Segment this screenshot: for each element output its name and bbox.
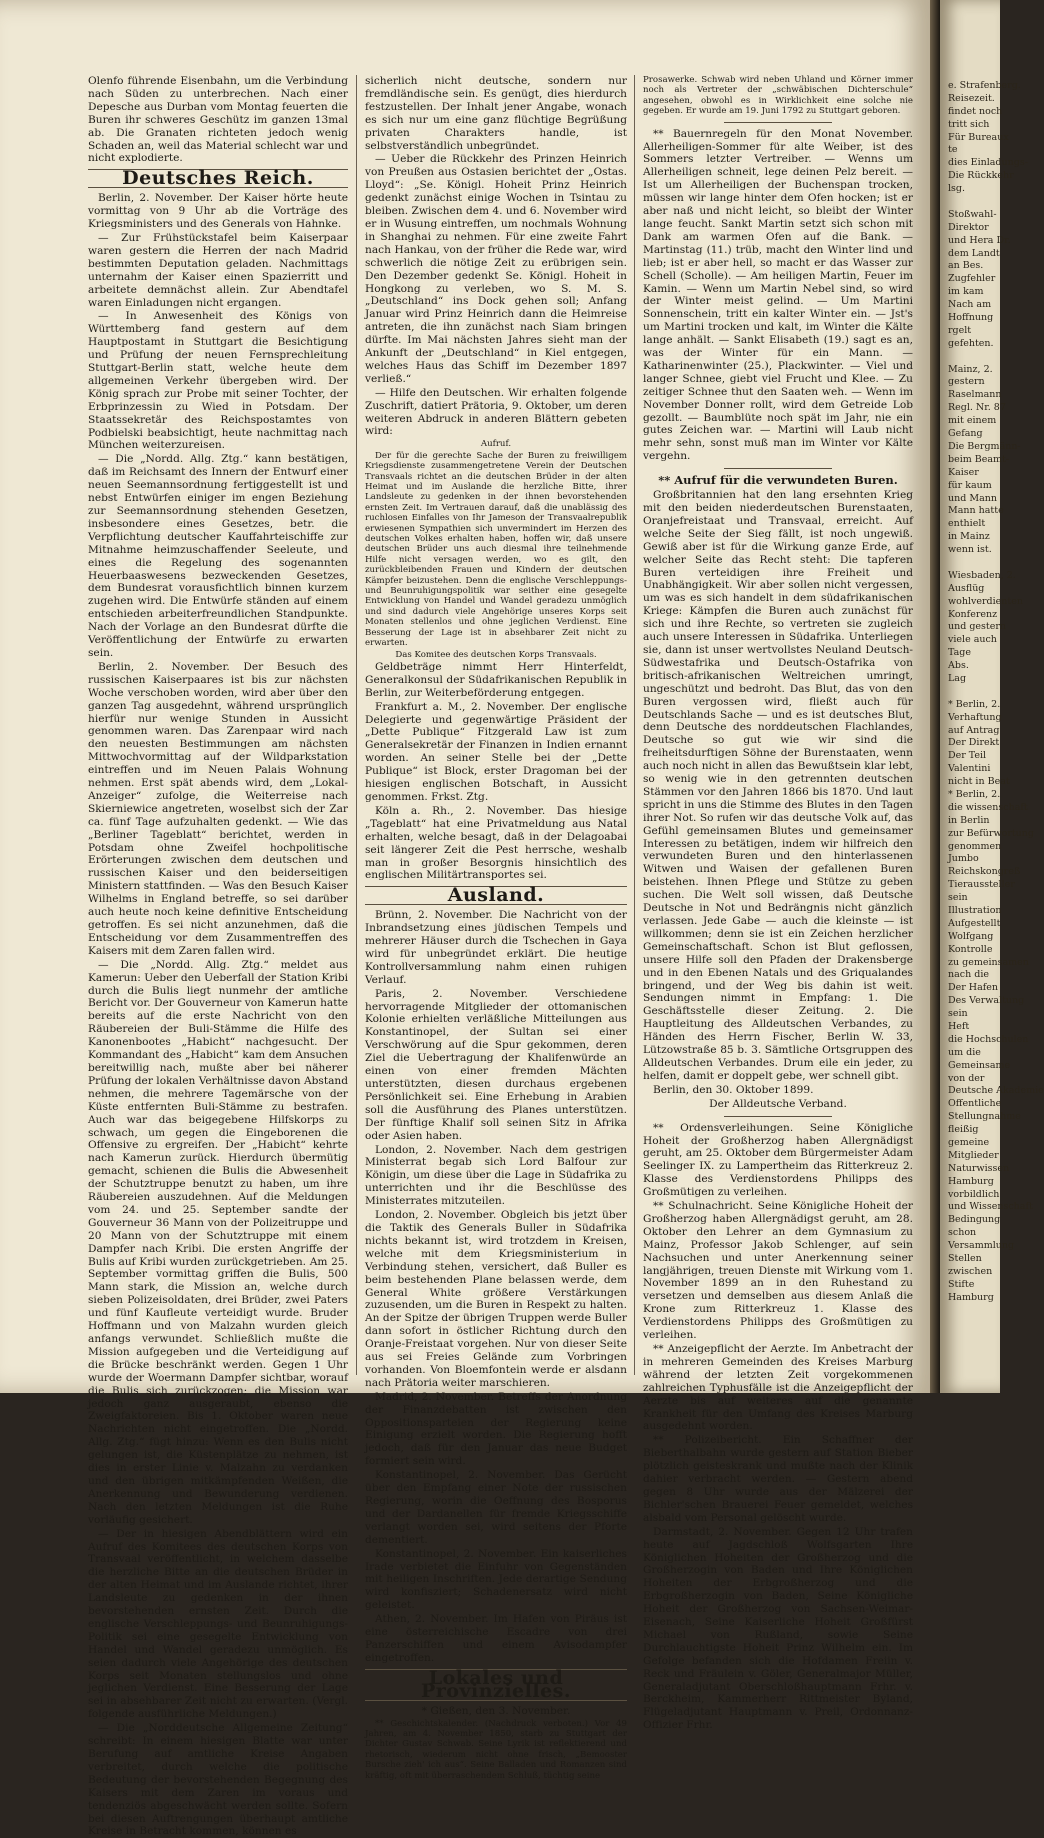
- adjacent-page-line: Tage: [948, 647, 971, 659]
- adjacent-page-line: im kam: [948, 286, 984, 298]
- article-paragraph: ** Ordensverleihungen. Seine Königliche Hoheit der Großherzog haben Allergnädigst geruht, am 25. Oktober dem Bürgermeister Adam Seelinger IX. zu Lampertheim das Ritterkreuz 2. Klasse des Verdienstordens Philipps des Großmütigen zu verleihen.: [643, 1121, 913, 1199]
- adjacent-page-line: vorbildlich: [948, 1188, 1000, 1200]
- adjacent-page-line: für kaum: [948, 479, 992, 491]
- adjacent-page-line: dies Einladungs-: [948, 157, 1028, 169]
- adjacent-page-line: Regl. Nr. 87: [948, 402, 1006, 414]
- adjacent-page-line: beim Beamt-: [948, 453, 1010, 465]
- article-paragraph: Brünn, 2. November. Die Nachricht von der Inbrandsetzung eines jüdischen Tempels und mehrerer Häuser durch die Tschechen in Gaya wird für unbegründet erklärt. Die heutige Kontrollversammlung nahm einen ruhigen Verlauf.: [365, 909, 627, 986]
- adjacent-page-line: Wiesbaden, 2.: [948, 569, 1016, 581]
- adjacent-page-line: Abs.: [948, 660, 969, 672]
- adjacent-page-line: Kaiser: [948, 466, 979, 478]
- adjacent-page-line: viele auch: [948, 634, 997, 646]
- adjacent-page-line: Zugfehler: [948, 273, 996, 285]
- adjacent-page-line: in Berlin: [948, 814, 990, 826]
- adjacent-page-line: Deutsche Akademie: [948, 1085, 1044, 1097]
- adjacent-page-line: Gemeinsame: [948, 1059, 1011, 1071]
- adjacent-page-line: Valentini: [948, 763, 991, 775]
- article-paragraph: — Die „Nordd. Allg. Ztg.“ meldet aus Kamerun: Ueber den Ueberfall der Station Kribi durch die Bulis liegt nunmehr der amtliche Bericht vor. Der Gouverneur von Kamerun hatte bereits auf die erste Nachricht von den Räubereien der Buli-Stämme die Hilfe des Kanonenbootes „Habicht“ nachgesucht. Der Kommandant des „Habicht“ kam dem Ansuchen bereitwillig nach, mußte aber bei näherer Prüfung der lokalen Verhältnisse davon Abstand nehmen, die mehrere Tagemärsche von der Küste entfernten Buli-Stämme zu bestrafen. Auch war das beigegebene Hilfskorps zu schwach, um gegen die Eingeborenen die Offensive zu ergreifen. Der „Habicht“ kehrte nach Kamerun zurück. Hierdurch übermütig gemacht, schienen die Bulis die Abwesenheit der Schutztruppe benutzt zu haben, um ihre Räubereien auszudehnen. Auf die Meldungen vom 24. und 25. September sandte der Gouverneur 36 Mann von der Polizeitruppe und 20 Mann von der Schutztruppe mit einem Dampfer nach Kribi. Die ersten Angriffe der Bulis auf Kribi wurden zurückgetrieben. Am 25. September vormittag griffen die Bulis, 500 Mann stark, die Mission an, welche durch sieben Polizeisoldaten, drei Brüder, zwei Paters und fünf Kaufleute verteidigt wurde. Bruder Hoffmann und von Malzahn wurden gleich anfangs verwundet. Schließlich mußte die Mission aufgegeben und die Verteidigung auf die Brücke beschränkt werden. Gegen 1 Uhr wurde der Woermann Dampfer sichtbar, worauf die Bulis sich zurückzogen; die Mission war jedoch ganz ausgeraubt, ebenso die Zweigfaktoreien. Bis 1. Oktober waren neue Nachrichten nicht eingetroffen. Die „Nordd. Allg. Ztg.“ fügt hinzu: Wenn es den Bulis nicht gelungen ist, die Küstenplätze zu nehmen, ist dies in erster Linie v. Malzahn zu verdanken und den übrigen mitkämpfenden Weißen, die Anerkennung und Bewunderung verdienen. Nach den letzten Meldungen ist die Ruhe vorläufig gesichert.: [88, 958, 348, 1526]
- adjacent-page-line: findet noch: [948, 105, 1003, 117]
- article-paragraph: Berlin, 2. November. Der Besuch des russischen Kaiserpaares ist bis zur nächsten Woche verschoben worden, wird aber über den ganzen Tag ausgedehnt, während ursprünglich hierfür nur wenige Stunden in Aussicht genommen waren. Das Zarenpaar wird nach den neuesten Bestimmungen am nächsten Mittwochvormittag auf der Wildparkstation eintreffen und im Neuen Palais Wohnung nehmen. Erst spät abends wird, dem „Lokal-Anzeiger“ zufolge, die Weiterreise nach Skierniewice angetreten, woselbst sich der Zar ca. fünf Tage aufzuhalten gedenkt. — Wie das „Berliner Tageblatt“ berichtet, werden in Potsdam ohne Zweifel hochpolitische Erörterungen zwischen dem deutschen und russischen Kaiser und den beiderseitigen Ministern stattfinden. — Was den Besuch Kaiser Wilhelms in England betreffe, so sei darüber auch heute noch keine definitive Entscheidung getroffen. Es sei nicht anzunehmen, daß die Entscheidung vor dem Zusammentreffen des Kaisers mit dem Zaren fallen wird.: [88, 660, 348, 957]
- adjacent-page-line: Nach am: [948, 299, 992, 311]
- adjacent-page-line: in Mainz: [948, 531, 990, 543]
- adjacent-page-line: Reisezeit.: [948, 92, 995, 104]
- article-paragraph: — Zur Frühstückstafel beim Kaiserpaar waren gestern die Herren der nach Madrid bestimmten Deputation geladen. Nachmittags unternahm der Kaiser einen Spazierritt und arbeitete demnächst allein. Zur Abendtafel waren Einladungen nicht ergangen.: [88, 231, 348, 309]
- adjacent-page-line: Hamburg: [948, 1291, 994, 1303]
- adjacent-page-line: Jumbo: [948, 853, 979, 865]
- adjacent-page-line: Stoßwahl-: [948, 208, 997, 220]
- adjacent-page-line: Gefang: [948, 428, 983, 440]
- adjacent-page-line: [948, 557, 1000, 570]
- adjacent-page-line: wenn ist.: [948, 544, 992, 556]
- adjacent-page-line: Kontrolle: [948, 943, 993, 955]
- adjacent-page-line: Stellen: [948, 1253, 982, 1265]
- column-rule: [634, 75, 635, 1375]
- adjacent-page-line: nicht in Beat: [948, 776, 1010, 788]
- adjacent-page-line: rgelt: [948, 324, 972, 336]
- article-paragraph: Darmstadt, 2. November. Gegen 12 Uhr trafen heute auf Jagdschloß Wolfsgarten Ihre Königlichen Hoheiten der Großherzog und die Großherzogin von Baden und Ihre Königlichen Hoheiten der Erbgroßherzog und die Erbgroßherzogin von Baden, Seine Königliche Hoheit der Großherzog von Sachsen-Weimar-Eisenach, Seine Kaiserliche Hoheit Großfürst Michael von Rußland, sowie Seine Durchlauchtigste Hoheit Prinz Wilhelm ein. Im Gefolge befanden sich die Hofdamen Freiin v. Reck und Fräulein v. Göler, Generalmajor Müller, Generaladjutant Oberschloßhauptmann Frhr. v. Berckheim, Kammerherr Rittmeister Byland, Flügeladjutant Hauptmann v. Preil, Ordonnanz-Offizier Frhr.: [643, 1525, 913, 1732]
- adjacent-page-line: * Berlin, 2.: [948, 698, 1001, 710]
- aufruf-signature: Das Komitee des deutschen Korps Transvaals.: [395, 649, 597, 660]
- column-1: [88, 75, 348, 1838]
- adjacent-page-line: um die: [948, 1046, 981, 1058]
- adjacent-page-line: te: [948, 144, 958, 156]
- adjacent-page-line: Mitglieder: [948, 1149, 999, 1161]
- adjacent-page-line: Illustration: [948, 905, 1002, 916]
- divider: [724, 122, 832, 123]
- adjacent-page-line: schon: [948, 1227, 977, 1239]
- adjacent-page-edge: [940, 0, 1044, 1393]
- aufruf-text: Großbritannien hat den lang ersehnten Krieg mit den beiden niederdeutschen Burenstaaten, Oranjefreistaat und Transvaal, erreicht. Auf welche Seite der Sieg fällt, ist noch ungewiß. Gewiß aber ist für die Wirkung ganze Erde, auf welcher Seite das Recht steht: Die tapferen Buren verteidigen ihre Freiheit und Unabhängigkeit. Wir aber sollen nicht vergessen, um was es sich handelt in dem südafrikanischen Kriege: Kämpfen die Buren auch zunächst für sich und ihre Rechte, so vertreten sie zugleich auch unsere Interessen in Südafrika. Unterliegen sie, dann ist unser wertvollstes Neuland Deutsch-Südwestafrika und Deutsch-Ostafrika von britisch-afrikanischen Weltreichen umringt, ungeschützt und bedroht. Das Blut, das von den Buren vergossen wird, fließt auch für Deutschlands Sache — und es ist deutsches Blut, denn Deutsche des norddeutschen Flachlandes, Deutsche so gut wie wir sind die freiheitsdurftigen Söhne der Burenstaaten, wenn auch noch nicht in allen das Bewußtsein klar lebt, so wenig wie in den getrennten deutschen Stämmen vor den Jahren 1866 bis 1870. Und laut spricht in uns die Stimme des Blutes in den Tagen ihrer Not. So rufen wir das deutsche Volk auf, das Gefühl gemeinsamen Blutes und gemeinsamer Interessen zu betätigen, indem wir hilfreich den verwundeten Buren und den hinterlassenen Witwen und Waisen der gefallenen Buren beistehen. Ihnen Pflege und Stütze zu geben suchen. Die Welt soll wissen, daß Deutsche Deutsche in Not und Bedrängnis nicht gänzlich verlassen. Jede Gabe — auch die kleinste — ist willkommen; denn sie ist ein Zeichen herzlicher Gemeinschaftschaft. Schon ist Blut geflossen, unsere Hilfe soll den Pfaden der Drakensberge und in den Ebenen Natals und des Griqualandes bringend, und der Weg bis dahin ist weit. Sendungen nimmt in Empfang: 1. Die Geschäftsstelle dieser Zeitung. 2. Die Hauptleitung des Alldeutschen Verbandes, zu Händen des Herrn Fischer, Berlin W. 33, Lützowstraße 85 b. 3. Sämtliche Ortsgruppen des Alldeutschen Verbandes. Drum eile ein jeder, zu helfen, damit er doppelt gebe, wer schnell gibt.: [643, 489, 913, 1082]
- article-paragraph: ** Schulnachricht. Seine Königliche Hoheit der Großherzog haben Allergnädigst geruht, am 28. Oktober den Lehrer an dem Gymnasium zu Mainz, Professor Jakob Schlenger, auf sein Nachsuchen und unter Anerkennung seiner langjährigen, treuen Dienste mit Wirkung vom 1. November 1899 an in den Ruhestand zu versetzen und demselben aus diesem Anlaß die Krone zum Ritterkreuz 1. Klasse des Verdienstordens Philipps des Großmütigen zu verleihen.: [643, 1200, 913, 1342]
- adjacent-page-line: Hamburg: [948, 1175, 994, 1187]
- adjacent-page-line: lsg.: [948, 183, 966, 195]
- adjacent-page-line: Raselmann: [948, 389, 1002, 401]
- adjacent-page-line: an Bes.: [948, 260, 984, 272]
- adjacent-page-line: dem Landt: [948, 247, 1000, 259]
- adjacent-page-line: Die Bergmänn-: [948, 440, 1021, 452]
- adjacent-page-line: Des Verwaltung: [948, 995, 1025, 1007]
- adjacent-page-line: Hoffnung: [948, 312, 994, 324]
- adjacent-page-line: Stellungnahme: [948, 1111, 1021, 1123]
- article-paragraph: ** Anzeigepflicht der Aerzte. Im Anbetracht der in mehreren Gemeinden des Kreises Marburg während der letzten Zeit vorgekommenen zahlreichen Typhusfälle ist die Anzeigepflicht der Aerzte bis auf weiteres auf die genannte Krankheit für den Umfang des Kreises Marburg ausgedehnt worden.: [643, 1343, 913, 1433]
- aufruf-signature: Der Alldeutsche Verband.: [709, 1097, 847, 1110]
- adjacent-page-line: Tieraussteller: [948, 879, 1015, 891]
- adjacent-page-line: Lag: [948, 672, 967, 684]
- article-paragraph: ** Polizeibericht. Ein Schaffner der Bieberthalbahn wurde gestern auf Station Bieber plötzlich geisteskrank und mußte nach der Klinik dahier verbracht werden. — Gestern abend gegen 8 Uhr wurde aus der Mälzerei der Bichler'schen Brauerei Feuer gemeldet, welches alsbald vom Personal gelöscht wurde.: [643, 1434, 913, 1524]
- adjacent-page-line: Der Direkt: [948, 737, 1000, 749]
- adjacent-page-line: auf Antrag: [948, 724, 1000, 736]
- article-paragraph: Madrid, 2. November. Betreffs der Anordnung der Finanzdebatten ist zwischen den Oppositionsparteien der Regierung keine Einigung erzielt worden. Die Regierung hofft jedoch, daß für den Januar das neue Budget formiert sein wird.: [365, 1390, 627, 1468]
- article-paragraph: Konstantinopel, 2. November. Ein kaiserliches Irade verbietet die Einfuhr von Gegenständen mit heiligen Inschriften. Jede derartige Sendung wird konfisziert; Schadenersatz wird nicht geleistet.: [365, 1547, 627, 1612]
- adjacent-page-line: und gestern: [948, 621, 1007, 633]
- article-paragraph: — Der in hiesigen Abendblättern wird ein Aufruf des Komitees des deutschen Korps von Transvaal veröffentlicht, in welchem dasselbe die herzliche Bitte an die deutschen Brüder in der alten Heimat und im Auslande richtet, ihrer Landsleute zu gedenken in der ihnen bevorstehenden ernsten Zeit. Durch die englische Verschleppungs- und Beunruhigungs-Politik sei eine gesegelte Entwicklung von Handel und Wandel geradezu unmöglich. Es seien dadurch viele Angehörige des deutschen Korps seit Monaten stellungslos und ohne jeglichen Verdienst. Eine Besserung der Lage sei in absehbarer Zeit nicht zu erwarten. (Vergl. folgende ausführliche Meldungen.): [88, 1527, 348, 1721]
- adjacent-page-line: gefehten.: [948, 337, 994, 349]
- adjacent-page-line: Wolfgang: [948, 930, 994, 942]
- adjacent-page-line: zu gemeinsamen: [948, 956, 1029, 968]
- adjacent-page-line: gemeine: [948, 1137, 990, 1149]
- article-paragraph: Konstantinopel, 2. November. Das Gerücht über den Empfang einer Note der russischen Regierung, worin die Oeffnung des Bosporus und der Dardanellen für fremde Kriegsschiffe verlangt worden sei, wird seitens der Pforte dementiert.: [365, 1469, 627, 1546]
- adjacent-page-line: [948, 351, 1000, 364]
- adjacent-page-line: [948, 196, 1000, 209]
- adjacent-page-line: fleißig: [948, 1124, 979, 1136]
- adjacent-page-line: wohlverdienten: [948, 595, 1023, 607]
- adjacent-page-line: Offentliche: [948, 1098, 1002, 1110]
- section-heading-lokales: Lokales und Provinzielles.: [365, 1669, 627, 1701]
- adjacent-page-line: Der Hafen: [948, 982, 999, 994]
- section-heading-ausland: Ausland.: [365, 886, 627, 905]
- adjacent-page-line: nach die: [948, 969, 989, 981]
- adjacent-page-line: Der Teil: [948, 750, 987, 762]
- adjacent-page-line: Stifte: [948, 1278, 975, 1290]
- adjacent-page-line: Heft: [948, 1021, 970, 1033]
- article-paragraph: Paris, 2. November. Verschiedene hervorragende Mitglieder der ottomanischen Kolonie erhielten verläßliche Mitteilungen aus Konstantinopel, der Sultan sei einer Verschwörung auf die Spur gekommen, deren Ziel die Uebertragung der Khalifenwürde an einen von einer fremden Mächten unterstützten, diesen durchaus ergebenen Persönlichkeit sei. Eine Erhebung in Arabien soll die Ausführung des Planes unterstützen. Der fünftige Khalif soll seinen Sitz in Afrika oder Asien haben.: [365, 987, 627, 1142]
- article-paragraph: — Ueber die Rückkehr des Prinzen Heinrich von Preußen aus Ostasien berichtet der „Ostas. Lloyd“: „Se. Königl. Hoheit Prinz Heinrich gedenkt zunächst einige Wochen in Tsintau zu bleiben. Zwischen dem 4. und 6. November wird er in Wusung eintreffen, um nochmals Wohnung in Shanghai zu nehmen. Für eine zweite Fahrt nach Hankau, von der früher die Rede war, wird schwerlich die nötige Zeit zu erübrigen sein. Den Dezember gedenkt Se. Königl. Hoheit in Hongkong zu verleben, wo S. M. S. „Deutschland“ ins Dock gehen soll; Anfang Januar wird Prinz Heinrich dann die Heimreise antreten, die ihn zunächst nach Siam bringen dürfte. Im Mai nächsten Jahres sieht man der Ankunft der „Deutschland“ in Kiel entgegen, welches Haus das Schiff im Dezember 1897 verließ.“: [365, 153, 627, 385]
- adjacent-page-line: Verhaftung: [948, 711, 1002, 723]
- adjacent-page-line: * Berlin, 2.: [948, 788, 1001, 800]
- article-paragraph: Berlin, 2. November. Der Kaiser hörte heute vormittag von 9 Uhr ab die Vorträge des Kriegsministers und des Generals von Hahnke.: [88, 192, 348, 231]
- adjacent-page-line: tritt sich: [948, 118, 990, 130]
- article-paragraph: London, 2. November. Nach dem gestrigen Ministerrat begab sich Lord Balfour zur Königin, um diese über die Lage in Südafrika zu unterrichten und ihr die Beschlüsse des Ministerrates mitzuteilen.: [365, 1143, 627, 1208]
- adjacent-page-line: und Hera Dr.: [948, 234, 1011, 246]
- article-paragraph: — Die „Norddeutsche Allgemeine Zeitung“ schreibt: In einem hiesigen Blatte war unter Berufung auf amtliche Kreise Angaben verbreitet, durch welche die politische Bedeutung der bevorstehenden Begegnung des Kaisers mit dem Zaren im voraus und tendenziös abgeschwächt werden sollte. Sofern bei diesen Auftrengungen überhaupt amtliche Kreise in Betracht kommen, können es: [88, 1722, 348, 1838]
- article-paragraph: — Hilfe den Deutschen. Wir erhalten folgende Zuschrift, datiert Prätoria, 9. Oktober, um deren weiteren Abdruck in anderen Blättern gebeten wird:: [365, 386, 627, 438]
- article-paragraph: Olenfo führende Eisenbahn, um die Verbindung nach Süden zu unterbrechen. Nach einer Depesche aus Durban vom Montag feuerten die Buren ihr schweres Geschütz im ganzen 13mal ab. Die Granaten richteten jedoch wenig Schaden an, weil das Material schlecht war und nicht explodierte.: [88, 75, 348, 165]
- column-3: [643, 75, 913, 1732]
- adjacent-page-line: sein: [948, 1008, 968, 1020]
- aufruf-text: Der für die gerechte Sache der Buren zu freiwilligem Kriegsdienste zusammengetretene Verein der Deutschen Transvaals richtet an die deutschen Brüder in der alten Heimat und im Auslande die herzliche Bitte, ihrer Landsleute zu gedenken in der ihnen bevorstehenden ernsten Zeit. Im Vertrauen darauf, daß die unablässig des ruchlosen Einfalles von Ihr Jameson der Transvaalrepublik erwiesenen Sympathien sich unvermindert im Herzen des deutschen Volkes erhalten haben, hoffen wir, daß unsere deutschen Brüder uns auch diesmal ihre teilnehmende Hilfe nicht versagen werden, wo es gilt, den zurückbleibenden Frauen und Kindern der deutschen Kämpfer beizustehen. Denn die englische Verschleppungs- und Beunruhigungspolitik war seither eine gesegelte Entwicklung von Handel und Wandel geradezu unmöglich und sind dadurch viele Angehörige unseres Korps seit Monaten stellenlos und ohne jeglichen Verdienst. Eine Besserung der Lage ist in absehbarer Zeit nicht zu erwarten.: [365, 450, 627, 649]
- adjacent-page-line: Reichskongreß: [948, 866, 1021, 878]
- article-paragraph: Frankfurt a. M., 2. November. Der englische Delegierte und gegenwärtige Präsident der „Dette Publique“ Fitzgerald Law ist zum Generalsekretär der Finanzen in Indien ernannt worden. An seiner Stelle bei der „Dette Publique“ ist Block, erster Dragoman bei der hiesigen englischen Botschaft, in Aussicht genommen. Frkst. Ztg.: [365, 700, 627, 803]
- adjacent-page-line: Bedingung: [948, 1214, 1001, 1226]
- article-paragraph: Geldbeträge nimmt Herr Hinterfeldt, Generalkonsul der Südafrikanischen Republik in Berlin, zur Weiterbeförderung entgegen.: [365, 660, 627, 699]
- adjacent-page-line: zur Befürwortung: [948, 827, 1034, 839]
- section-heading-deutsches-reich: Deutsches Reich.: [88, 169, 348, 188]
- adjacent-page-line: [948, 686, 1000, 699]
- adjacent-page-line: Die Rückkehr: [948, 170, 1014, 182]
- bauernregeln-paragraph: ** Bauernregeln für den Monat November. Allerheiligen-Sommer für alte Weiber, ist des Sommers letzter Vertreiber. — Wenns um Allerheiligen schneit, lege deinen Pelz bereit. — Ist um Allerheiligen der Buchenspan trocken, müssen wir lange hinter dem Ofen hocken; ist er aber naß und nicht leicht, so bleibt der Winter lange feucht. Sankt Martin setzt sich schon mit Dank am warmen Ofen auf die Bank. — Martinstag (11.) trüb, macht den Winter lind und lieb; ist er aber hell, so macht er das Wasser zur Schell (Scholle). — Am heiligen Martin, Feuer im Kamin. — Wenn um Martin Nebel sind, so wird der Winter meist gelind. — Um Martini Sonnenschein, tritt ein kalter Winter ein. — Jst's um Martini trocken und kalt, im Winter die Kälte lange anhält. — Sankt Elisabeth (19.) sagt es an, was der Winter für ein Mann. — Katharinenwinter (25.), Plackwinter. — Viel und langer Schnee, giebt viel Frucht und Klee. — Zu zeitiger Schnee thut den Saaten weh. — Wenn im November Donner rollt, wird dem Getreide Lob gezollt. — Baumblüte noch spät im Jahr, nie ein gutes Zeichen war. — Martini will Laub nicht mehr sehn, sonst muß man im Winter vor Kälte vergehn.: [643, 127, 913, 463]
- adjacent-page-line: Ausflüg: [948, 582, 985, 594]
- book-gutter: [930, 0, 940, 1393]
- article-paragraph: Köln a. Rh., 2. November. Das hiesige „Tageblatt“ hat eine Privatmeldung aus Natal erhalten, welche besagt, daß in der Delagoabai seit längerer Zeit die Pest herrsche, weshalb man in großer Besorgnis hinsichtlich des englischen Militärtransportes sei.: [365, 804, 627, 882]
- aufruf-heading: ** Aufruf für die verwundeten Buren.: [658, 473, 898, 488]
- adjacent-page-line: sein: [948, 892, 968, 904]
- column-rule: [356, 75, 357, 1375]
- adjacent-page-line: Versammlung: [948, 1240, 1015, 1252]
- adjacent-page-line: Konferenz: [948, 608, 998, 620]
- adjacent-page-line: die Hochschulen: [948, 1033, 1029, 1045]
- adjacent-page-line: Direktor: [948, 221, 989, 233]
- adjacent-page-text: [940, 0, 1044, 1305]
- adjacent-page-line: Für Bureaux: [948, 131, 1009, 143]
- divider: [724, 1116, 832, 1117]
- column-2: [365, 75, 627, 1781]
- aufruf-title: Aufruf.: [480, 439, 512, 450]
- divider: [724, 468, 832, 469]
- article-paragraph: Athen, 2. November. Im Hafen von Piräus ist eine österreichische Escadre von drei Panzerschiffen und einem Avisodampfer eingetroffen.: [365, 1613, 627, 1664]
- adjacent-page-line: mit einem: [948, 415, 997, 427]
- article-paragraph: — In Anwesenheit des Königs von Württemberg fand gestern auf dem Hauptpostamt in Stuttgart die Besichtigung und Prüfung der neuen Fernsprechleitung Stuttgart-Berlin statt, welche heute dem allgemeinen Verkehr übergeben wird. Der König sprach zur Probe mit seiner Tochter, der Erbprinzessin zu Wied in Potsdam. Der Staatssekretär des Reichspostamtes von Podbielski beabsichtigt, heute nachmittag nach München weiterzureisen.: [88, 310, 348, 452]
- adjacent-page-line: enthielt: [948, 518, 986, 530]
- adjacent-page-line: Mainz, 2.: [948, 363, 993, 375]
- dateline: * Gießen, den 3. November.: [421, 1704, 571, 1717]
- adjacent-page-line: e. Strafenberg.: [948, 80, 1021, 91]
- adjacent-page-line: Mann hatte: [948, 505, 1004, 517]
- adjacent-page-line: gestern: [948, 376, 985, 388]
- adjacent-page-line: Aufgestellt: [948, 917, 1001, 929]
- adjacent-page-line: und Mann: [948, 492, 997, 504]
- article-paragraph: Prosawerke. Schwab wird neben Uhland und Körner immer noch als Vertreter der „schwäbischen Dichterschule“ angesehen, obwohl es in Wirklichkeit eine solche nie gegeben. Er wurde am 19. Juni 1792 zu Stuttgart geboren.: [643, 75, 913, 117]
- adjacent-page-line: Naturwissen: [948, 1162, 1010, 1174]
- adjacent-page-line: zwischen: [948, 1265, 993, 1277]
- adjacent-page-line: und Wissenschaft: [948, 1201, 1033, 1213]
- adjacent-page-line: die wissenschaft: [948, 801, 1028, 813]
- aufruf-date: Berlin, den 30. Oktober 1899.: [653, 1083, 814, 1096]
- article-paragraph: London, 2. November. Obgleich bis jetzt über die Taktik des Generals Buller in Südafrika nichts bekannt ist, wird trotzdem in Kreisen, welche mit dem Kriegsministerium in Verbindung stehen, versichert, daß Buller es beim bestehenden Plane belassen werde, dem General White größere Verstärkungen zuzusenden, um die Buren in Respekt zu halten. An der Spitze der übrigen Truppen werde Buller dann sofort in östlicher Richtung durch den Oranje-Freistaat vorgehen. Nur von dieser Seite aus sei Freies Gelände zum Vorbringen vorhanden. Von Bloemfontein werde er alsdann nach Prätoria weiter marschieren.: [365, 1209, 627, 1389]
- adjacent-page-line: genommen: [948, 840, 1002, 852]
- article-paragraph: sicherlich nicht deutsche, sondern nur fremdländische sein. Es genügt, dies hierdurch festzustellen. Der Inhalt jener Angabe, wonach es sich nur um eine ganz flüchtige Begrüßung privaten Charakters handle, ist selbstverständlich unbegründet.: [365, 75, 627, 152]
- adjacent-page-line: von der: [948, 1072, 985, 1084]
- article-paragraph: — Die „Nordd. Allg. Ztg.“ kann bestätigen, daß im Reichsamt des Innern der Entwurf einer neuen Seemannsordnung fertiggestellt ist und nebst Entwürfen einiger im engen Beziehung zur Seemannsordnung stehenden Gesetzen, insbesondere eines Gesetzes, betr. die Verpflichtung deutscher Kauffahrteischiffe zur Mitnahme heimzuschaffender Seeleute, und eines die Regelung des sogenannten Heuerbaaswesens bezweckenden Gesetzes, dem Bundesrat vorausfichtlich binnen kurzem zugehen wird. Die Entwürfe ständen auf einem entschieden arbeiterfreundlichen Standpunkte. Nach der Vorlage an den Bundesrat dürfte die Veröffentlichung der Entwürfe zu erwarten sein.: [88, 453, 348, 659]
- article-paragraph: ** Geschichtskalender. (Nachdruck verboten.) Vor 49 Jahren, am 4. November 1850, starb zu Stuttgart der Dichter Gustav Schwab. Seine Lyrik ist reflektierend und rhetorisch, wiederum nicht ohne frisch, „Bemooster Bursche zieh' ich aus“. Seine Balladen und Romanzen sind kräftig, oft mit überraschendem Schluß, tüchtig seine: [365, 1718, 627, 1781]
